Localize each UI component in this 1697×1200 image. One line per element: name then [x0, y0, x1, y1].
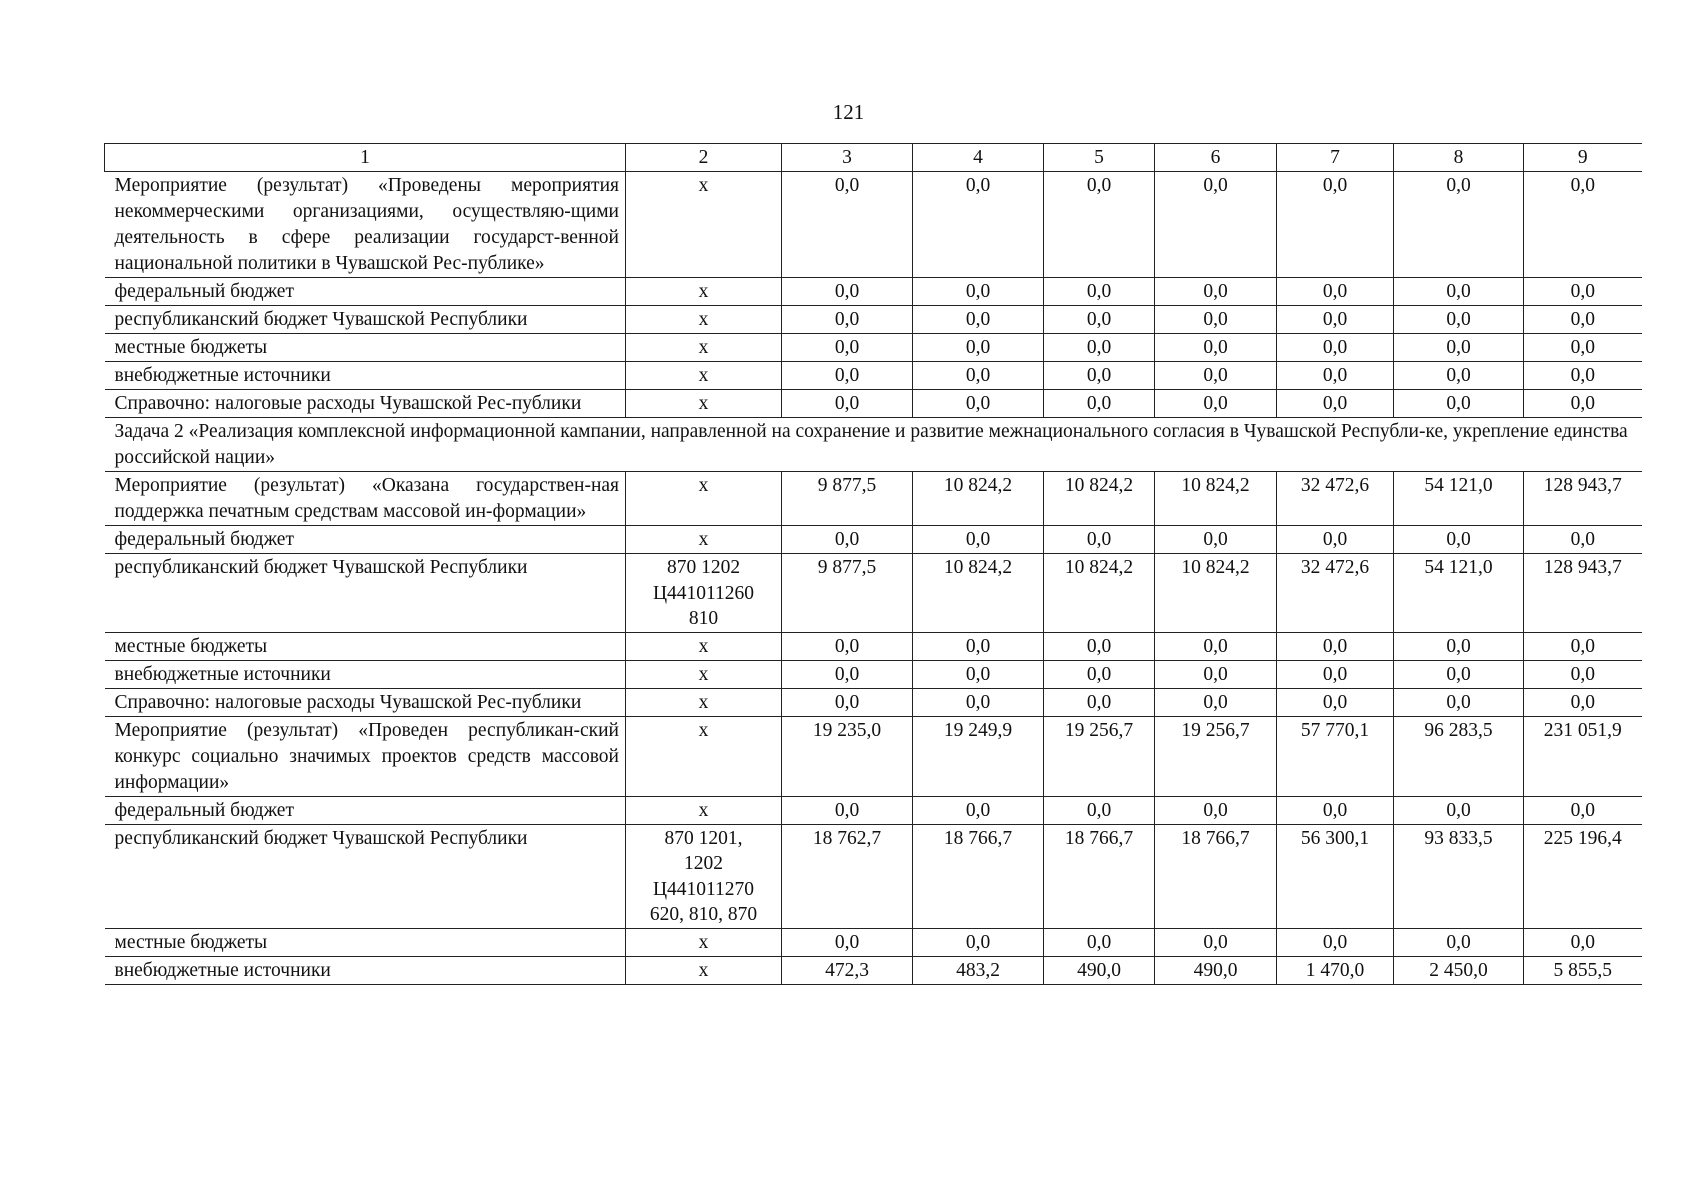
- row-name: федеральный бюджет: [105, 526, 626, 554]
- value-cell: 10 824,2: [913, 472, 1044, 526]
- budget-code-line: 870 1202: [666, 557, 741, 578]
- value-cell: 19 256,7: [1155, 716, 1277, 796]
- value-cell: 0,0: [913, 362, 1044, 390]
- value-cell: 0,0: [913, 688, 1044, 716]
- value-cell: 0,0: [1524, 796, 1642, 824]
- table-row: [105, 172, 1642, 278]
- value-cell: 225 196,4: [1524, 824, 1642, 928]
- row-name: федеральный бюджет: [105, 278, 626, 306]
- value-cell: 0,0: [782, 688, 913, 716]
- value-cell: 0,0: [1394, 632, 1524, 660]
- value-cell: 0,0: [1044, 796, 1155, 824]
- value-cell: 19 249,9: [913, 716, 1044, 796]
- budget-code-line: 620, 810, 870: [649, 904, 758, 925]
- budget-table: [104, 143, 1642, 985]
- row-name: федеральный бюджет: [105, 796, 626, 824]
- value-cell: 0,0: [1394, 688, 1524, 716]
- budget-code-line: Ц441011260: [652, 582, 755, 604]
- value-cell: 0,0: [1394, 526, 1524, 554]
- value-cell: 0,0: [1277, 928, 1394, 956]
- value-cell: 0,0: [1524, 172, 1642, 278]
- value-cell: 18 766,7: [1155, 824, 1277, 928]
- column-header: 1: [105, 144, 626, 172]
- budget-code-cell: х: [626, 956, 782, 984]
- value-cell: 18 762,7: [782, 824, 913, 928]
- budget-code-cell: х: [626, 796, 782, 824]
- value-cell: 56 300,1: [1277, 824, 1394, 928]
- value-cell: 0,0: [782, 928, 913, 956]
- value-cell: 0,0: [1044, 172, 1155, 278]
- budget-code-cell: [626, 554, 782, 633]
- value-cell: 0,0: [913, 306, 1044, 334]
- value-cell: 54 121,0: [1394, 472, 1524, 526]
- budget-code-cell: х: [626, 716, 782, 796]
- value-cell: 10 824,2: [913, 554, 1044, 633]
- value-cell: 5 855,5: [1524, 956, 1642, 984]
- table-row: [105, 796, 1642, 824]
- value-cell: 0,0: [913, 390, 1044, 418]
- value-cell: 0,0: [1044, 526, 1155, 554]
- row-name: Справочно: налоговые расходы Чувашской Рес-публики: [105, 390, 626, 418]
- value-cell: 0,0: [782, 632, 913, 660]
- budget-code-cell: х: [626, 390, 782, 418]
- row-name: республиканский бюджет Чувашской Республики: [105, 554, 626, 633]
- value-cell: 10 824,2: [1044, 554, 1155, 633]
- value-cell: 0,0: [782, 334, 913, 362]
- value-cell: 0,0: [1044, 306, 1155, 334]
- value-cell: 0,0: [782, 362, 913, 390]
- value-cell: 0,0: [1524, 632, 1642, 660]
- value-cell: 10 824,2: [1155, 472, 1277, 526]
- value-cell: 0,0: [913, 526, 1044, 554]
- budget-code-cell: х: [626, 526, 782, 554]
- value-cell: 10 824,2: [1044, 472, 1155, 526]
- value-cell: 0,0: [913, 632, 1044, 660]
- row-name: внебюджетные источники: [105, 660, 626, 688]
- column-header: 5: [1044, 144, 1155, 172]
- value-cell: 0,0: [782, 278, 913, 306]
- table-row: [105, 334, 1642, 362]
- value-cell: 0,0: [1277, 306, 1394, 334]
- value-cell: 0,0: [782, 660, 913, 688]
- value-cell: 0,0: [913, 928, 1044, 956]
- value-cell: 0,0: [1277, 632, 1394, 660]
- value-cell: 0,0: [1155, 688, 1277, 716]
- value-cell: 32 472,6: [1277, 554, 1394, 633]
- value-cell: 0,0: [1277, 172, 1394, 278]
- value-cell: 0,0: [782, 306, 913, 334]
- value-cell: 0,0: [1155, 278, 1277, 306]
- value-cell: 0,0: [913, 172, 1044, 278]
- budget-code-cell: х: [626, 928, 782, 956]
- row-name: республиканский бюджет Чувашской Республики: [105, 824, 626, 928]
- value-cell: 0,0: [1524, 526, 1642, 554]
- value-cell: 0,0: [1524, 278, 1642, 306]
- value-cell: 490,0: [1044, 956, 1155, 984]
- table-row: [105, 824, 1642, 928]
- value-cell: 0,0: [1524, 334, 1642, 362]
- budget-code-cell: х: [626, 660, 782, 688]
- value-cell: 0,0: [1277, 390, 1394, 418]
- value-cell: 0,0: [1524, 688, 1642, 716]
- value-cell: 0,0: [1155, 928, 1277, 956]
- value-cell: 0,0: [782, 526, 913, 554]
- value-cell: 0,0: [1394, 796, 1524, 824]
- budget-code-cell: х: [626, 472, 782, 526]
- value-cell: 0,0: [1155, 526, 1277, 554]
- value-cell: 0,0: [1155, 306, 1277, 334]
- value-cell: 18 766,7: [1044, 824, 1155, 928]
- value-cell: 0,0: [1277, 526, 1394, 554]
- value-cell: 231 051,9: [1524, 716, 1642, 796]
- table-row: [105, 956, 1642, 984]
- header-row: [105, 144, 1642, 172]
- value-cell: 0,0: [1277, 688, 1394, 716]
- value-cell: 93 833,5: [1394, 824, 1524, 928]
- row-name: республиканский бюджет Чувашской Республики: [105, 306, 626, 334]
- value-cell: 10 824,2: [1155, 554, 1277, 633]
- column-header: 6: [1155, 144, 1277, 172]
- value-cell: 9 877,5: [782, 554, 913, 633]
- table-row: [105, 660, 1642, 688]
- value-cell: 0,0: [1155, 632, 1277, 660]
- budget-code-cell: х: [626, 632, 782, 660]
- value-cell: 0,0: [1394, 278, 1524, 306]
- table-row: [105, 716, 1642, 796]
- value-cell: 128 943,7: [1524, 472, 1642, 526]
- column-header: 3: [782, 144, 913, 172]
- value-cell: 19 256,7: [1044, 716, 1155, 796]
- page-number: 121: [832, 100, 865, 124]
- value-cell: 0,0: [782, 796, 913, 824]
- value-cell: 0,0: [1524, 660, 1642, 688]
- budget-code-cell: х: [626, 306, 782, 334]
- column-header: 7: [1277, 144, 1394, 172]
- value-cell: 0,0: [782, 390, 913, 418]
- value-cell: 0,0: [1394, 928, 1524, 956]
- value-cell: 490,0: [1155, 956, 1277, 984]
- table-row: [105, 472, 1642, 526]
- budget-code-cell: [626, 824, 782, 928]
- value-cell: 0,0: [1155, 796, 1277, 824]
- table-row: [105, 362, 1642, 390]
- table-row: [105, 688, 1642, 716]
- table-row: [105, 632, 1642, 660]
- value-cell: 57 770,1: [1277, 716, 1394, 796]
- row-name: внебюджетные источники: [105, 956, 626, 984]
- value-cell: 0,0: [1277, 334, 1394, 362]
- value-cell: 0,0: [1394, 306, 1524, 334]
- budget-code-line: 1202: [684, 853, 723, 874]
- value-cell: 0,0: [1044, 632, 1155, 660]
- value-cell: 0,0: [1155, 362, 1277, 390]
- column-header: 8: [1394, 144, 1524, 172]
- budget-code-cell: х: [626, 334, 782, 362]
- row-name: внебюджетные источники: [105, 362, 626, 390]
- column-header: 4: [913, 144, 1044, 172]
- value-cell: 54 121,0: [1394, 554, 1524, 633]
- value-cell: 0,0: [913, 278, 1044, 306]
- value-cell: 128 943,7: [1524, 554, 1642, 633]
- value-cell: 19 235,0: [782, 716, 913, 796]
- value-cell: 0,0: [1155, 390, 1277, 418]
- value-cell: 0,0: [913, 660, 1044, 688]
- row-name: местные бюджеты: [105, 928, 626, 956]
- row-name: Мероприятие (результат) «Проведены мероприятия некоммерческими организациями, осуществляю-щими деятельность в сфере реализации государст-венной национальной политики в Чувашской Рес-публике»: [105, 172, 626, 278]
- value-cell: 0,0: [1044, 660, 1155, 688]
- budget-code-line: 810: [688, 608, 719, 629]
- value-cell: 0,0: [1524, 390, 1642, 418]
- value-cell: 472,3: [782, 956, 913, 984]
- row-name: Мероприятие (результат) «Проведен республикан-ский конкурс социально значимых проектов средств массовой информации»: [105, 716, 626, 796]
- value-cell: 0,0: [1277, 362, 1394, 390]
- value-cell: 9 877,5: [782, 472, 913, 526]
- row-name: Справочно: налоговые расходы Чувашской Рес-публики: [105, 688, 626, 716]
- task-row: [105, 418, 1642, 472]
- budget-code-line: 870 1201,: [664, 827, 743, 849]
- value-cell: 0,0: [1277, 660, 1394, 688]
- value-cell: 0,0: [1524, 928, 1642, 956]
- value-cell: 0,0: [1524, 362, 1642, 390]
- row-name: Мероприятие (результат) «Оказана государствен-ная поддержка печатным средствам массовой ин-формации»: [105, 472, 626, 526]
- value-cell: 0,0: [1277, 278, 1394, 306]
- value-cell: 0,0: [913, 334, 1044, 362]
- value-cell: 0,0: [1524, 306, 1642, 334]
- value-cell: 1 470,0: [1277, 956, 1394, 984]
- value-cell: 0,0: [1394, 390, 1524, 418]
- row-name: местные бюджеты: [105, 334, 626, 362]
- table-row: [105, 928, 1642, 956]
- table-row: [105, 526, 1642, 554]
- value-cell: 0,0: [1394, 172, 1524, 278]
- budget-code-cell: х: [626, 278, 782, 306]
- table-row: [105, 390, 1642, 418]
- value-cell: 18 766,7: [913, 824, 1044, 928]
- value-cell: 0,0: [1044, 334, 1155, 362]
- table-row: [105, 306, 1642, 334]
- budget-code-cell: х: [626, 688, 782, 716]
- table-row: [105, 554, 1642, 633]
- task-heading: Задача 2 «Реализация комплексной информационной кампании, направленной на сохранение и развитие межнационального согласия в Чувашской Республи-ке, укрепление единства российской нации»: [105, 418, 1642, 472]
- budget-code-line: Ц441011270: [652, 878, 755, 900]
- value-cell: 32 472,6: [1277, 472, 1394, 526]
- value-cell: 0,0: [1044, 390, 1155, 418]
- value-cell: 0,0: [1044, 688, 1155, 716]
- value-cell: 0,0: [1394, 660, 1524, 688]
- value-cell: 2 450,0: [1394, 956, 1524, 984]
- value-cell: 96 283,5: [1394, 716, 1524, 796]
- value-cell: 0,0: [1044, 278, 1155, 306]
- column-header: 2: [626, 144, 782, 172]
- value-cell: 0,0: [1277, 796, 1394, 824]
- budget-code-cell: х: [626, 362, 782, 390]
- value-cell: 0,0: [913, 796, 1044, 824]
- column-header: 9: [1524, 144, 1642, 172]
- value-cell: 0,0: [1394, 334, 1524, 362]
- table-row: [105, 278, 1642, 306]
- value-cell: 0,0: [1155, 172, 1277, 278]
- budget-code-cell: х: [626, 172, 782, 278]
- value-cell: 0,0: [1044, 928, 1155, 956]
- value-cell: 0,0: [782, 172, 913, 278]
- value-cell: 0,0: [1044, 362, 1155, 390]
- value-cell: 0,0: [1394, 362, 1524, 390]
- value-cell: 0,0: [1155, 660, 1277, 688]
- value-cell: 0,0: [1155, 334, 1277, 362]
- row-name: местные бюджеты: [105, 632, 626, 660]
- value-cell: 483,2: [913, 956, 1044, 984]
